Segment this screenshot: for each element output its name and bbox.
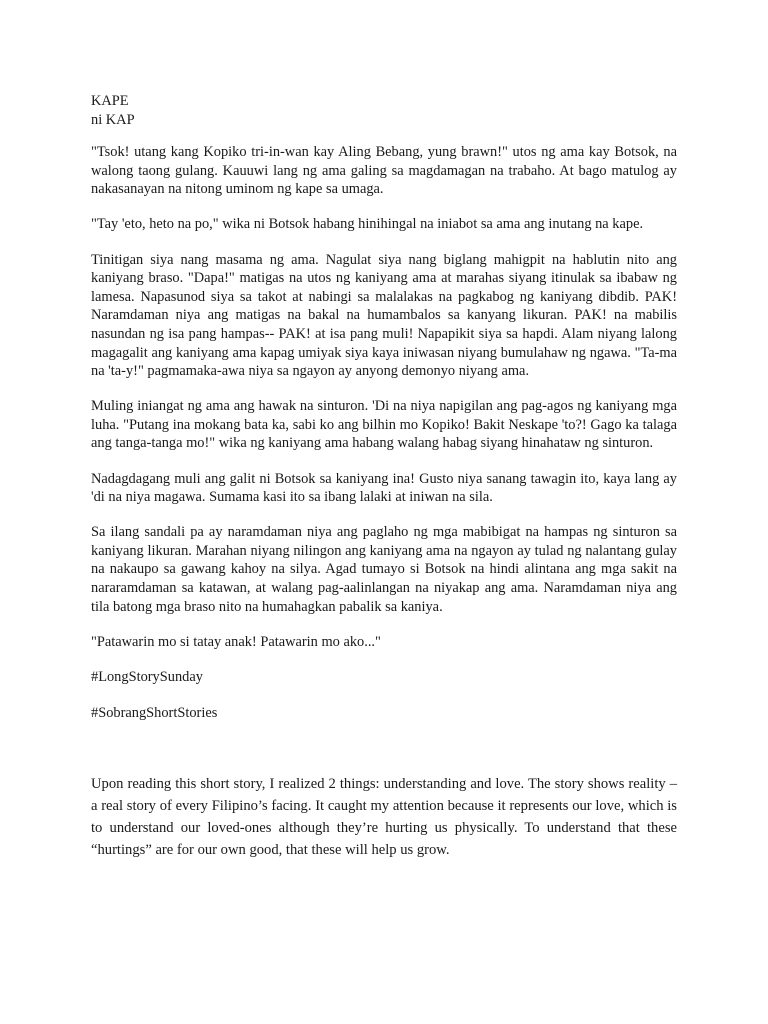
story-paragraph-1: "Tsok! utang kang Kopiko tri-in-wan kay Aling Bebang, yung brawn!" utos ng ama kay Botsok, na walong taong gulang. Kauuwi lang ng ama galing sa magdamagan na trabaho. At bago matulog ay nakasanayan na nitong uminom ng kape sa umaga. [91,144,677,198]
story-paragraph-6: Sa ilang sandali pa ay naramdaman niya ang paglaho ng mga mabibigat na hampas ng sinturon sa kaniyang likuran. Marahan niyang nilingon ang kaniyang ama na ngayon ay tulad ng nalantang gulay na nakaupo sa gawang kahoy na silya. Agad tumayo si Botsok na hindi alintana ang mga sakit na nararamdaman sa katawan, at walang pag-aalinlangan na niyakap ang ama. Naramdaman niya ang tila batong mga braso nito na humahagkan pabalik sa kaniya. [91,524,677,615]
story-author: ni KAP [91,111,135,128]
story-paragraph-5: Nadagdagang muli ang galit ni Botsok sa kaniyang ina! Gusto niya sanang tawagin ito, kaya lang ay 'di na niya magawa. Sumama kasi ito sa ibang lalaki at iniwan na sila. [91,470,677,506]
document-page [91,92,677,861]
title-block [91,92,677,129]
story-paragraph-4: Muling iniangat ng ama ang hawak na sinturon. 'Di na niya napigilan ang pag-agos ng kaniyang mga luha. "Putang ina mokang bata ka, sabi ko ang bilhin mo Kopiko! Bakit Neskape 'to?! Gago ka talaga ang tanga-tanga mo!" wika ng kaniyang ama habang walang habag siyang hinahataw ng sinturon. [91,398,677,452]
hashtag-long-story-sunday: #LongStorySunday [91,668,203,685]
story-paragraph-7: "Patawarin mo si tatay anak! Patawarin mo ako..." [91,633,381,650]
story-title: KAPE [91,93,129,109]
hashtag-sobrang-short-stories: #SobrangShortStories [91,705,218,722]
story-paragraph-3: Tinitigan siya nang masama ng ama. Nagulat siya nang biglang mahigpit na hablutin nito ang kaniyang braso. "Dapa!" matigas na utos ng kaniyang ama at marahas siyang itinulak sa ibabaw ng lamesa. Napasunod siya sa takot at nabingi sa malalakas na pagkabog ng kaniyang dibdib. PAK! Naramdaman niya ang matigas na bakal na humambalos sa kanyang likuran. PAK! na mabilis nasundan ng isa pang hampas-- PAK! at isa pang muli! Napapikit siya sa hapdi. Alam niyang lalong magagalit ang kaniyang ama kapag umiyak siya kaya iniwasan niyang bumulahaw ng ngawa. "Ta-ma na 'ta-y!" pagmamaka-awa niya sa ngayon ay anyong demonyo niyang ama. [91,251,677,380]
story-paragraph-2: "Tay 'eto, heto na po," wika ni Botsok habang hinihingal na iniabot sa ama ang inutang na kape. [91,216,644,233]
reflection-paragraph: Upon reading this short story, I realized 2 things: understanding and love. The story shows reality – a real story of every Filipino’s facing. It caught my attention because it represents our love, which is to understand our loved-ones although they’re hurting us physically. To understand that these “hurtings” are for our own good, that these will help us grow. [91,775,677,858]
